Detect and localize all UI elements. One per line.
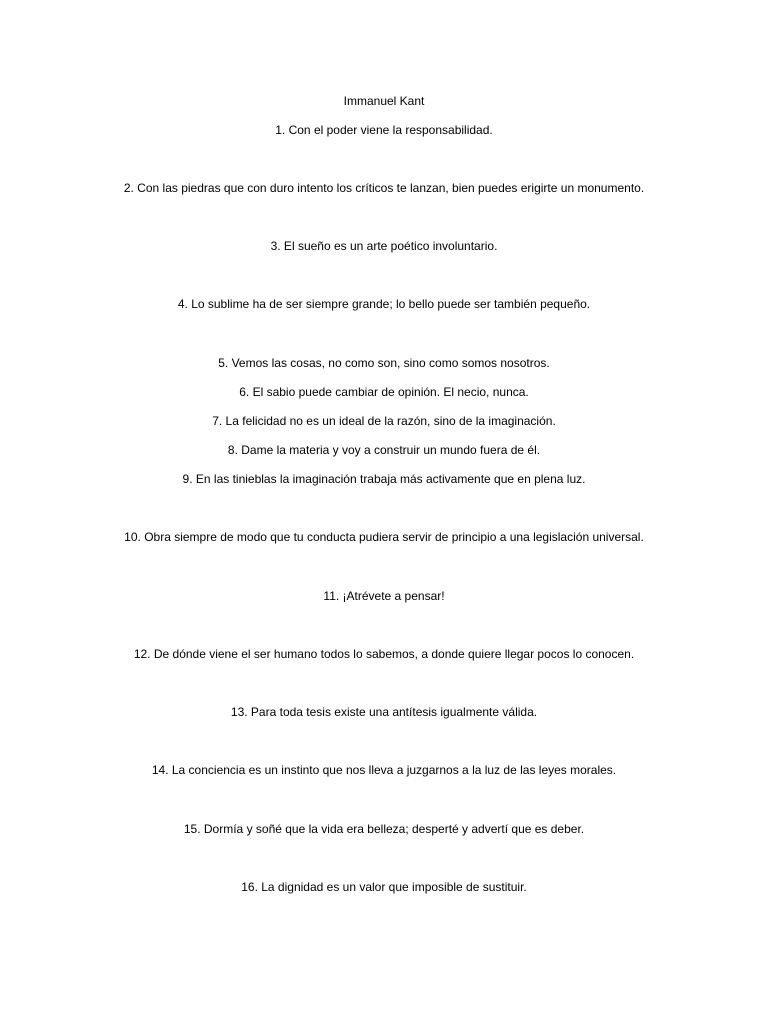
quote-6: 6. El sabio puede cambiar de opinión. El necio, nunca. [239, 385, 529, 399]
quote-11: 11. ¡Atrévete a pensar! [323, 589, 445, 603]
quote-12: 12. De dónde viene el ser humano todos lo sabemos, a donde quiere llegar pocos lo conocen. [133, 647, 635, 661]
quote-7: 7. La felicidad no es un ideal de la razón, sino de la imaginación. [212, 414, 556, 428]
quote-1: 1. Con el poder viene la responsabilidad. [275, 123, 493, 137]
quote-13: 13. Para toda tesis existe una antítesis igualmente válida. [230, 705, 538, 719]
quote-15: 15. Dormía y soñé que la vida era belleza; desperté y advertí que es deber. [183, 822, 585, 836]
quote-3: 3. El sueño es un arte poético involuntario. [270, 239, 498, 253]
document-title: Immanuel Kant [343, 94, 425, 108]
quote-4: 4. Lo sublime ha de ser siempre grande; lo bello puede ser también pequeño. [177, 297, 591, 311]
quote-5: 5. Vemos las cosas, no como son, sino como somos nosotros. [218, 356, 550, 370]
quote-2: 2. Con las piedras que con duro intento los críticos te lanzan, bien puedes erigirte un monumento. [123, 181, 645, 195]
quote-8: 8. Dame la materia y voy a construir un mundo fuera de él. [227, 443, 541, 457]
quote-14: 14. La conciencia es un instinto que nos lleva a juzgarnos a la luz de las leyes morales. [151, 763, 617, 777]
quote-10: 10. Obra siempre de modo que tu conducta pudiera servir de principio a una legislación universal. [124, 530, 644, 544]
quote-16: 16. La dignidad es un valor que imposible de sustituir. [241, 880, 527, 894]
quote-9: 9. En las tinieblas la imaginación trabaja más activamente que en plena luz. [182, 472, 586, 486]
